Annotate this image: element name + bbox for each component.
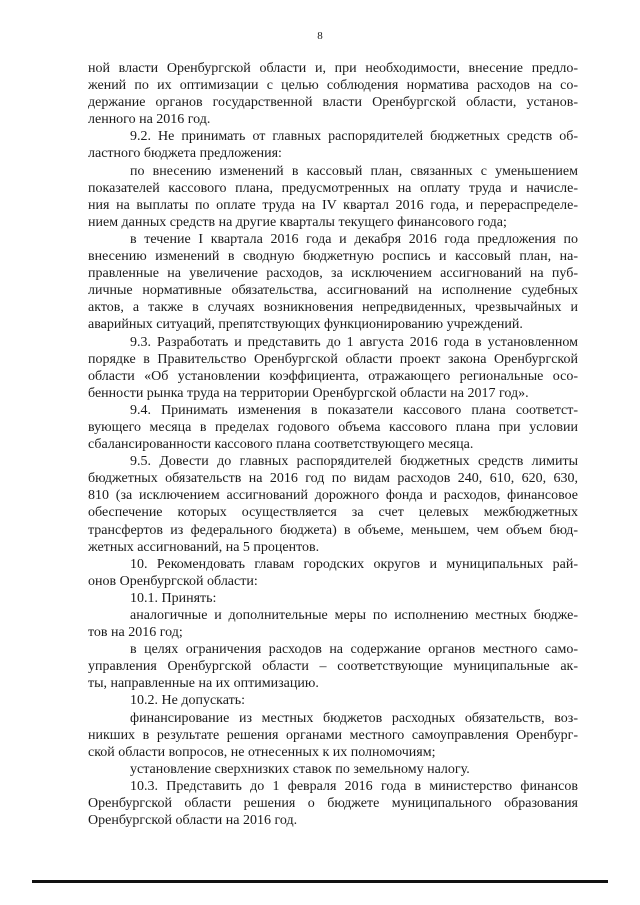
text-line: Оренбургской области на 2016 год. xyxy=(88,813,298,829)
text-line: внесению изменений в сводную бюджетную роспись и кассовый план, на- xyxy=(88,249,578,265)
text-line: сбалансированности кассового плана соответствующего месяца. xyxy=(88,437,474,453)
text-line: порядке в Правительство Оренбургской области проект закона Оренбургской xyxy=(88,351,578,367)
text-line: нием данных средств на другие кварталы текущего финансового года; xyxy=(88,214,507,230)
text-line: держание органов государственной власти Оренбургской области, установ- xyxy=(88,95,578,111)
text-line: ния на выплаты по оплате труда на IV квартал 2016 года, и перераспределе- xyxy=(88,197,578,213)
text-line: 10.3. Представить до 1 февраля 2016 года в министерство финансов xyxy=(130,778,578,794)
text-line: 10.1. Принять: xyxy=(130,590,217,606)
text-line: актов, а также в случаях возникновения непредвиденных, чрезвычайных и xyxy=(88,300,578,316)
text-line: личные нормативные обязательства, ассигнований на исполнение судебных xyxy=(88,283,578,299)
text-line: 10. Рекомендовать главам городских округов и муниципальных рай- xyxy=(130,556,578,572)
text-line: обеспечение которых осуществляется за счет целевых межбюджетных xyxy=(88,505,578,521)
text-line: трансфертов из федерального бюджета) в объеме, меньшем, чем объем бюд- xyxy=(88,522,578,538)
text-line: жений по их оптимизации с целью соблюдения норматива расходов на со- xyxy=(88,78,578,94)
document-body xyxy=(88,60,578,829)
text-line: по внесению изменений в кассовый план, связанных с уменьшением xyxy=(130,163,578,179)
text-line: финансирование из местных бюджетов расходных обязательств, воз- xyxy=(130,710,578,726)
text-line: Оренбургской области решения о бюджете муниципального образования xyxy=(88,796,578,812)
text-line: области «Об установлении коэффициента, отражающего региональные осо- xyxy=(88,368,578,384)
text-line: 9.5. Довести до главных распорядителей бюджетных средств лимиты xyxy=(130,454,578,470)
page-number: 8 xyxy=(317,30,323,42)
text-line: аналогичные и дополнительные меры по исполнению местных бюдже- xyxy=(130,608,578,623)
text-line: управления Оренбургской области – соответствующие муниципальные ак- xyxy=(88,659,578,675)
text-line: показателей кассового плана, предусмотренных на оплату труда и начисле- xyxy=(88,180,578,196)
text-line: ленного на 2016 год. xyxy=(88,112,211,128)
text-line: в целях ограничения расходов на содержание органов местного само- xyxy=(130,642,578,658)
text-line: жетных ассигнований, на 5 процентов. xyxy=(88,539,320,555)
text-line: 810 (за исключением ассигнований дорожного фонда и расходов, финансовое xyxy=(88,488,578,504)
text-line: ты, направленные на их оптимизацию. xyxy=(88,676,319,692)
text-line: онов Оренбургской области: xyxy=(88,573,258,589)
text-line: 10.2. Не допускать: xyxy=(130,693,245,709)
text-line: бюджетных обязательств на 2016 год по видам расходов 240, 610, 620, 630, xyxy=(88,471,578,487)
text-line: 9.3. Разработать и представить до 1 августа 2016 года в установленном xyxy=(130,334,578,350)
text-line: ской области вопросов, не отнесенных к их полномочиям; xyxy=(88,744,436,760)
bottom-rule xyxy=(32,880,608,883)
text-line: аварийных ситуаций, препятствующих функционированию учреждений. xyxy=(88,317,523,333)
text-line: ластного бюджета предложения: xyxy=(88,146,282,162)
text-line: правленные на увеличение расходов, за исключением ассигнований на пуб- xyxy=(88,266,578,282)
text-line: в течение I квартала 2016 года и декабря 2016 года предложения по xyxy=(130,231,578,247)
text-line: вующего месяца в пределах годового объема кассового плана при условии xyxy=(88,419,578,435)
text-line: установление сверхнизких ставок по земельному налогу. xyxy=(130,761,470,777)
text-line: бенности рынка труда на территории Оренбургской области на 2017 год». xyxy=(88,385,529,401)
text-line: никших в результате решения органами местного самоуправления Оренбург- xyxy=(88,727,578,743)
text-line: ной власти Оренбургской области и, при необходимости, внесение предло- xyxy=(88,61,578,76)
text-line: 9.4. Принимать изменения в показатели кассового плана соответст- xyxy=(130,402,578,418)
text-line: 9.2. Не принимать от главных распорядителей бюджетных средств об- xyxy=(130,129,578,145)
text-line: тов на 2016 год; xyxy=(88,625,183,641)
